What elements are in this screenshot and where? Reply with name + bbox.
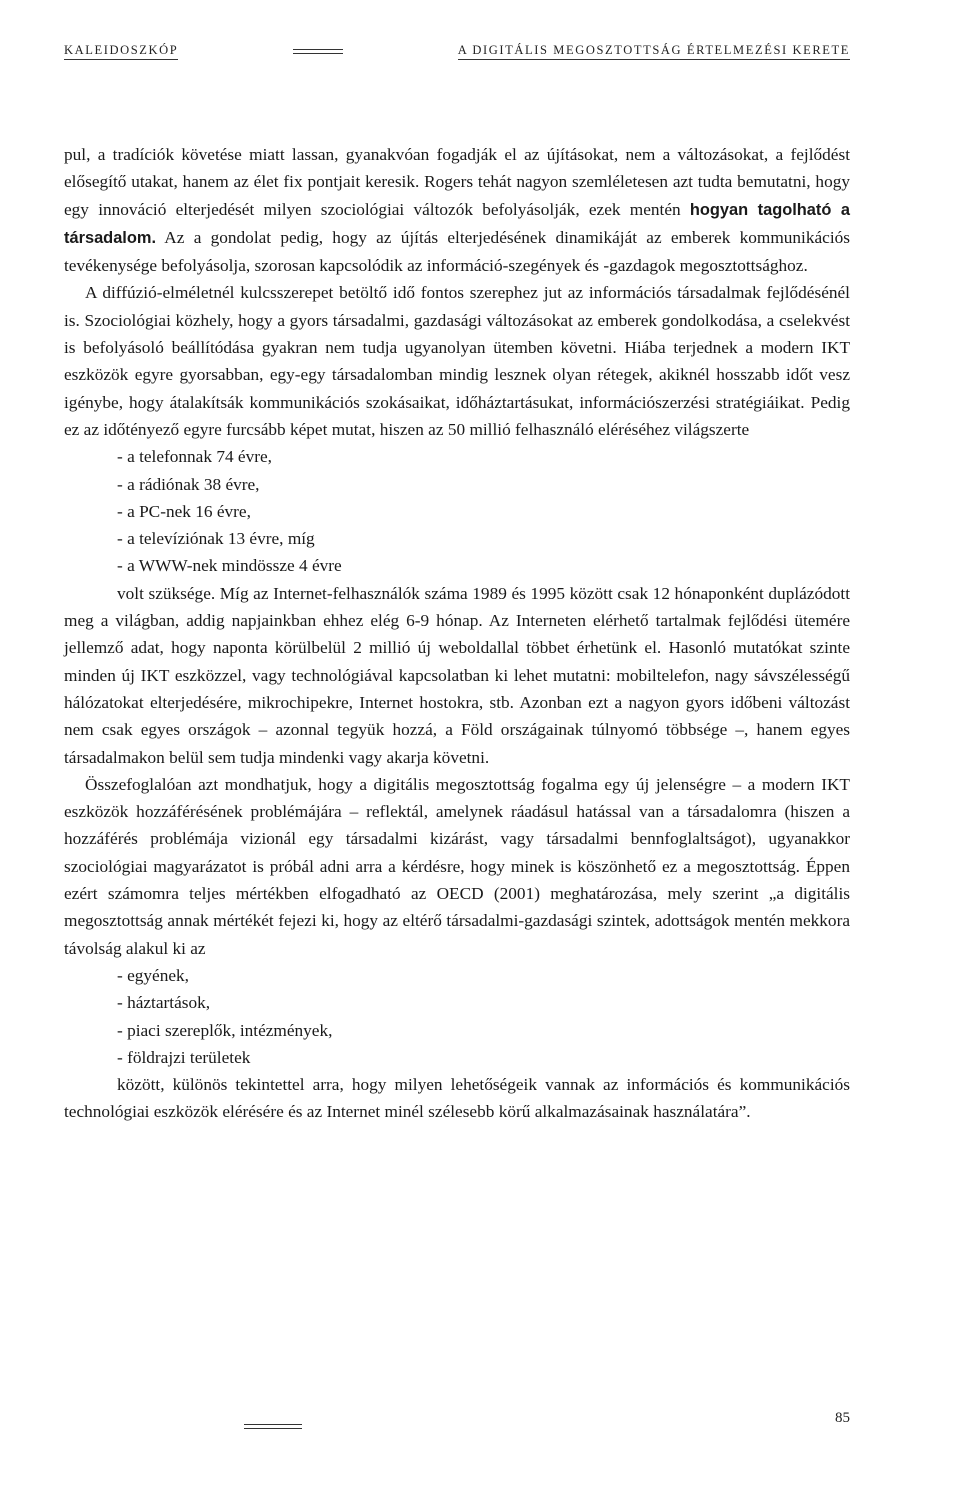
paragraph-1-emphasis: hogyan tagolható a társadalom.: [64, 200, 850, 247]
list-item: - a PC-nek 16 évre,: [117, 501, 251, 521]
list-item: - a rádiónak 38 évre,: [117, 474, 260, 494]
header-divider-rule: [293, 49, 343, 54]
paragraph-4: Összefoglalóan azt mondhatjuk, hogy a digitális megosztottság fogalma egy új jelenségre – a modern IKT eszközök hozzáférésének problémájára – reflektál, amelynek ráadásul hatással van a társadalomra (hiszen a hozzáférés problémája vizionál egy társadalmi kizárást, vagy társadalmi bennfoglaltságot), ugyanakkor szociológiai magyarázatot is próbál adni arra a kérdésre, hogy minek is köszönhető ez a megosztottság. Éppen ezért számomra teljes mértékben elfogadható az OECD (2001) meghatározása, mely szerint „a digitális megosztottság annak mértékét fejezi ki, hogy az eltérő társadalmi-gazdasági szintek, adottságok mentén mekkora távolság alakul ki az: [64, 774, 850, 958]
paragraph-1-text-a: pul, a tradíciók követése miatt lassan, gyanakvóan fogadják el az újításokat, nem a változásokat, a fejlődést elősegítő utakat, hanem az élet fix pontjait keresik. Rogers tehát nagyon szemléletesen azt tudta bemutatni, hogy egy innováció elterjedését milyen szociológiai változók befolyásolják, ezek mentén: [64, 145, 850, 219]
divide-actors-list: [64, 962, 850, 1071]
paragraph-5: között, különös tekintettel arra, hogy milyen lehetőségeik vannak az információs és kommunikációs technológiai eszközök elérésére és az Internet minél szélesebb körű alkalmazásainak használatára”.: [64, 1075, 850, 1122]
article-title: A DIGITÁLIS MEGOSZTOTTSÁG ÉRTELMEZÉSI KERETE: [458, 43, 850, 60]
list-item: - piaci szereplők, intézmények,: [117, 1020, 333, 1040]
paragraph-1: [64, 141, 850, 279]
list-item: - a telefonnak 74 évre,: [117, 447, 272, 467]
article-body: [64, 141, 850, 1126]
list-item: - egyének,: [117, 965, 189, 985]
paragraph-2: A diffúzió-elméletnél kulcsszerepet betöltő idő fontos szerephez jut az információs társadalmak fejlődésénél is. Szociológiai közhely, hogy a gyors társadalmi, gazdasági változásokat az emberek gondolkodása, a cselekvést is befolyásoló beállítódása gyakran nem tudja ugyanolyan ütemben követni. Hiába terjednek a modern IKT eszközök egyre gyorsabban, egy-egy társadalomban mindig lesznek olyan rétegek, akiknél hosszabb időt vesz igénybe, hogy átalakítsák kommunikációs szokásaikat, időháztartásukat, információszerzési stratégiáikat. Pedig ez az időtényező egyre furcsább képet mutat, hiszen az 50 millió felhasználó eléréséhez világszerte: [64, 283, 850, 439]
paragraph-1-text-b: Az a gondolat pedig, hogy az újítás elterjedésének dinamikáját az emberek kommunikációs tevékenysége befolyásolja, szorosan kapcsolódik az információ-szegények és -gazdagok megosztottsághoz.: [64, 227, 850, 276]
list-item: - földrajzi területek: [117, 1047, 251, 1067]
list-item: - háztartások,: [117, 993, 211, 1013]
footer-divider-rule: [244, 1424, 302, 1429]
paragraph-3: volt szüksége. Míg az Internet-felhasználók száma 1989 és 1995 között csak 12 hónaponként duplázódott meg a világban, addig napjainkban ehhez elég 6-9 hónap. Az Interneten elérhető tartalmak fejlődési ütemére jellemző adat, hogy naponta körülbelül 2 millió új weboldallal többet érhetünk el. Hasonló mutatókat szinte minden új IKT eszközzel, vagy technológiával kapcsolatban ki lehet mutatni: mobiltelefon, nagy sávszélességű hálózatokat elterjedésére, mikrochipekre, Internet hostokra, stb. Azonban ezt a nagyon gyors időbeni változást nem csak egyes országok – azonnal tegyük hozzá, a Föld országainak túlnyomó többsége –, hanem egyes társadalmakon belül sem tudja mindenki vagy akarja követni.: [64, 583, 850, 767]
running-head: [64, 40, 850, 62]
page-number: 85: [835, 1410, 850, 1426]
adoption-time-list: [64, 443, 850, 579]
list-item: - a televíziónak 13 évre, míg: [117, 529, 315, 549]
journal-name: KALEIDOSZKÓP: [64, 43, 178, 60]
list-item: - a WWW-nek mindössze 4 évre: [117, 556, 342, 576]
